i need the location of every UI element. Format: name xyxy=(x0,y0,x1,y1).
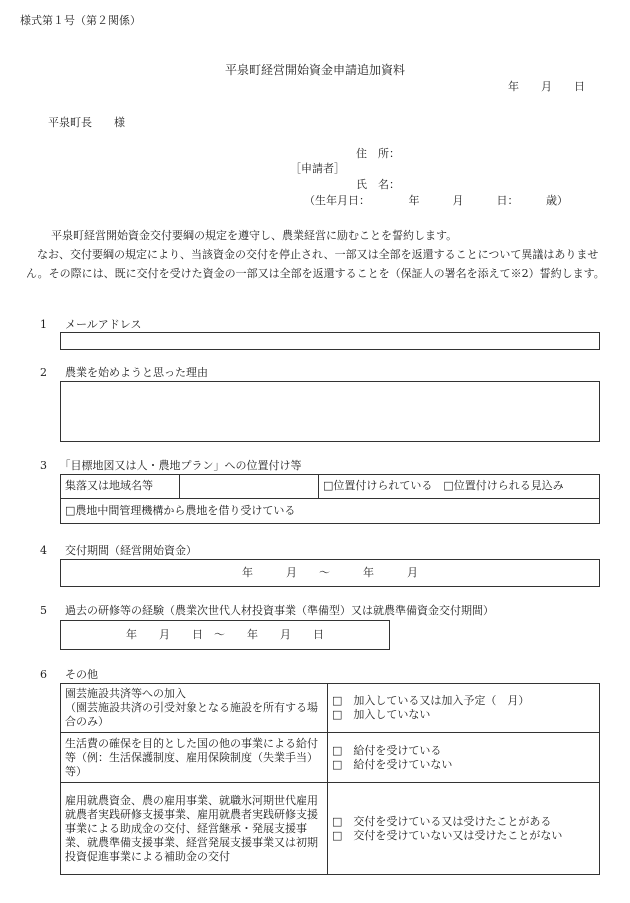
addressee: 平泉町長 様 xyxy=(48,116,125,129)
answer-cell xyxy=(328,733,600,783)
option-expected[interactable]: □位置付けられる見込み xyxy=(443,479,564,493)
other-table xyxy=(60,683,600,875)
applicant-role: ［申請者］ xyxy=(290,162,345,175)
email-field[interactable] xyxy=(60,332,600,350)
pledge-paragraph: なお、交付要綱の規定により、当該資金の交付を停止され、一部又は全部を返還することについて異議はありません。その際には、既に交付を受けた資金の一部又は全部を返還することを（保証人の署名を添えて※2）誓約します。 xyxy=(26,248,605,280)
form-number: 様式第１号（第２関係） xyxy=(20,14,141,27)
answer-option[interactable]: □ 給付を受けている xyxy=(332,743,442,757)
answer-option[interactable]: □ 給付を受けていない xyxy=(332,757,453,771)
reason-field[interactable] xyxy=(60,381,600,442)
question-cell: 雇用就農資金、農の雇用事業、就職氷河期世代雇用就農者実践研修支援事業、雇用就農者実践研修支援事業による助成金の交付、経営継承・発展支援事業、就農準備支援事業、経営発展支援事業又は初期投資促進事業による補助金の交付 xyxy=(61,783,328,875)
training-period-field[interactable]: 年 月 日 ～ 年 月 日 xyxy=(60,620,390,650)
area-label: 集落又は地域名等 xyxy=(61,475,180,499)
pledge-paragraph: 平泉町経営開始資金交付要綱の規定を遵守し、農業経営に励むことを誓約します。 xyxy=(51,229,458,242)
section-4-heading: 4 交付期間（経営開始資金） xyxy=(40,544,197,557)
answer-cell xyxy=(328,684,600,733)
table-row xyxy=(61,783,600,875)
answer-option[interactable]: □ 交付を受けていない又は受けたことがない xyxy=(332,828,563,842)
page-title: 平泉町経営開始資金申請追加資料 xyxy=(224,63,405,77)
answer-cell xyxy=(328,783,600,875)
question-cell: 生活費の確保を目的とした国の他の事業による給付等（例：生活保護制度、雇用保険制度（失業手当）等） xyxy=(61,733,328,783)
table-row xyxy=(61,733,600,783)
question-cell: 園芸施設共済等への加入 （園芸施設共済の引受対象となる施設を所有する場合のみ） xyxy=(61,684,328,733)
area-field[interactable] xyxy=(180,475,319,499)
section-6-heading: 6 その他 xyxy=(40,668,98,681)
section-1-heading: 1 メールアドレス xyxy=(40,318,142,331)
lease-option[interactable]: □農地中間管理機構から農地を借り受けている xyxy=(61,499,600,524)
plan-options xyxy=(319,475,600,499)
name-label: 氏 名： xyxy=(356,178,400,191)
answer-option[interactable]: □ 交付を受けている又は受けたことがある xyxy=(332,814,552,828)
grant-period-field[interactable]: 年 月 ～ 年 月 xyxy=(60,559,600,587)
option-positioned[interactable]: □位置付けられている xyxy=(323,479,433,493)
pledge-text xyxy=(26,226,606,283)
address-label: 住 所： xyxy=(356,147,400,160)
section-2-heading: 2 農業を始めようと思った理由 xyxy=(40,366,208,379)
date-line: 年 月 日 xyxy=(508,80,585,93)
table-row xyxy=(61,684,600,733)
answer-option[interactable]: □ 加入している又は加入予定（ 月） xyxy=(332,694,530,707)
section-5-heading: 5 過去の研修等の経験（農業次世代人材投資事業（準備型）又は就農準備資金交付期間） xyxy=(40,604,494,617)
birth-date-line: （生年月日： 年 月 日： 歳） xyxy=(304,194,568,207)
section-3-heading: 3 「目標地図又は人・農地プラン」への位置付け等 xyxy=(40,459,302,472)
plan-table xyxy=(60,474,600,524)
answer-option[interactable]: □ 加入していない xyxy=(332,708,431,721)
